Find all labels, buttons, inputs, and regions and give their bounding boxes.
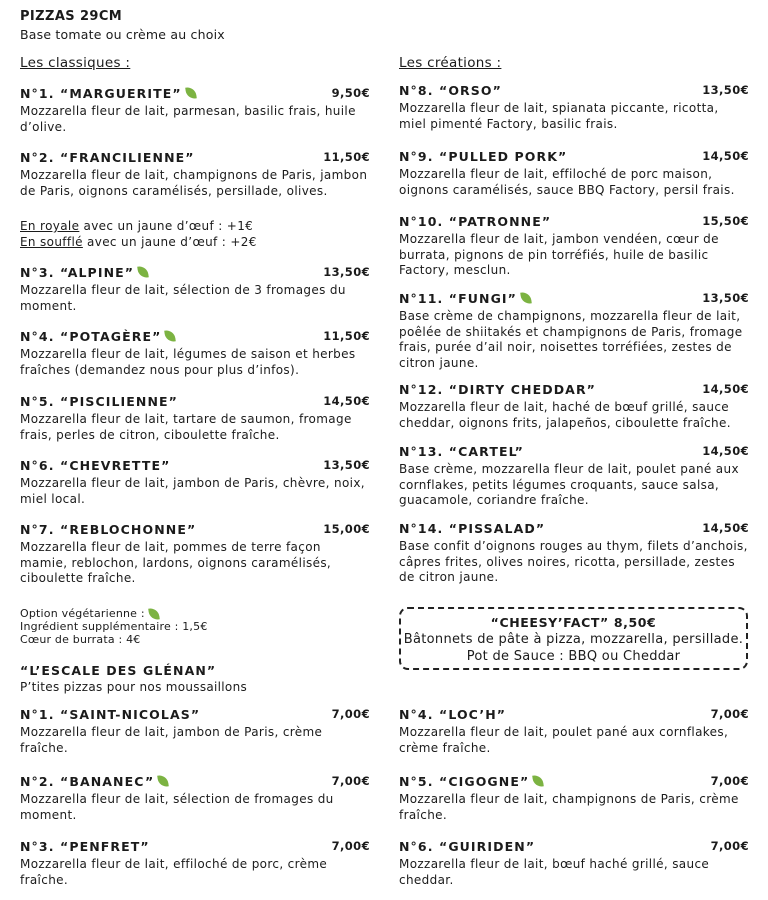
menu-item-name: [20, 458, 170, 473]
menu-item-header: [20, 773, 370, 789]
menu-item-description: Mozzarella fleur de lait, sélection de fromages du moment.: [20, 792, 334, 822]
creations-heading: Les créations :: [399, 55, 502, 71]
menu-item-header: [20, 149, 370, 165]
menu-item-price: 13,50€: [323, 458, 370, 472]
variant-detail: avec un jaune d’œuf : +1€: [79, 219, 254, 233]
menu-item: [20, 838, 370, 888]
cheesy-fact-desc: Bâtonnets de pâte à pizza, mozzarella, persillade. Pot de Sauce : BBQ ou Cheddar: [403, 632, 744, 664]
variants-block: [20, 219, 257, 250]
menu-item-name-text: N°13. “CARTEL”: [399, 443, 524, 459]
menu-item-header: [399, 706, 749, 722]
menu-item-header: [399, 443, 749, 459]
menu-item-name-text: N°6. “GUIRIDEN”: [399, 838, 536, 854]
menu-item-header: [20, 521, 370, 537]
option-burrata: Cœur de burrata : 4€: [20, 633, 141, 646]
menu-item: [20, 706, 370, 756]
variant-detail: avec un jaune d’œuf : +2€: [82, 234, 257, 249]
leaf-icon: [137, 265, 149, 278]
menu-item-description: Mozzarella fleur de lait, effiloché de porc maison, oignons caramélisés, sauce BBQ Factory, persil frais.: [399, 167, 735, 197]
menu-item-name-text: N°5. “CIGOGNE”: [399, 773, 530, 789]
leaf-icon: [533, 774, 545, 787]
menu-item: [399, 706, 749, 756]
menu-item-name: [20, 522, 196, 537]
menu-item-price: 13,50€: [702, 291, 749, 305]
menu-item-header: [399, 838, 749, 854]
menu-item-price: 7,00€: [710, 774, 749, 788]
menu-item-name-text: N°1. “MARGUERITE”: [20, 85, 182, 101]
menu-item-name-text: N°2. “BANANEC”: [20, 773, 155, 789]
menu-item-name-text: N°6. “CHEVRETTE”: [20, 457, 171, 473]
menu-item-description: Mozzarella fleur de lait, légumes de saison et herbes fraîches (demandez nous pour plus d’infos).: [20, 347, 356, 377]
menu-item-name: [20, 774, 168, 789]
menu-item-name-text: N°7. “REBLOCHONNE”: [20, 521, 197, 537]
menu-item-price: 14,50€: [702, 521, 749, 535]
menu-item: [20, 85, 370, 135]
menu-item-name: [20, 265, 148, 280]
menu-item-header: [399, 381, 749, 397]
options-block: [20, 607, 208, 646]
menu-item-name-text: N°9. “PULLED PORK”: [399, 148, 568, 164]
menu-item-name-text: N°3. “PENFRET”: [20, 838, 150, 854]
menu-item-name-text: N°2. “FRANCILIENNE”: [20, 149, 195, 165]
menu-item: [20, 521, 370, 587]
menu-item-header: [399, 773, 749, 789]
menu-item-description: Mozzarella fleur de lait, sélection de 3 fromages du moment.: [20, 283, 346, 313]
menu-item: [399, 381, 749, 431]
menu-item-description: Mozzarella fleur de lait, jambon de Paris, crème fraîche.: [20, 725, 323, 755]
leaf-icon: [158, 774, 170, 787]
menu-item-header: [399, 290, 749, 306]
variant-royale: [20, 219, 257, 235]
menu-item-name: [399, 291, 531, 306]
menu-item: [20, 773, 370, 823]
menu-item-name: [20, 329, 175, 344]
menu-item-name: [399, 83, 502, 98]
menu-item-name: [20, 150, 195, 165]
menu-item-description: Mozzarella fleur de lait, champignons de Paris, crème fraîche.: [399, 792, 739, 822]
menu-subtitle: Base tomate ou crème au choix: [20, 27, 225, 42]
menu-item-name-text: N°11. “FUNGI”: [399, 290, 517, 306]
classiques-heading: Les classiques :: [20, 55, 131, 71]
menu-item-name-text: N°4. “POTAGÈRE”: [20, 328, 162, 344]
variant-souffle: [20, 235, 257, 251]
menu-item: [20, 457, 370, 507]
escale-title: “L’ESCALE DES GLÉNAN”: [20, 663, 217, 678]
menu-item: [399, 838, 749, 888]
menu-item-price: 7,00€: [331, 707, 370, 721]
menu-item: [20, 328, 370, 378]
menu-item-name: [20, 707, 200, 722]
menu-item-description: Mozzarella fleur de lait, spianata piccante, ricotta, miel pimenté Factory, basilic frais.: [399, 101, 719, 131]
menu-item-name: [20, 839, 150, 854]
escale-subtitle: P’tites pizzas pour nos moussaillons: [20, 680, 248, 694]
menu-item-price: 14,50€: [702, 149, 749, 163]
menu-item-header: [399, 148, 749, 164]
option-vegetarian: [20, 607, 208, 620]
menu-item: [399, 290, 749, 371]
menu-item-name: [399, 707, 506, 722]
menu-item-price: 7,00€: [710, 707, 749, 721]
menu-item: [399, 148, 749, 198]
menu-item-header: [399, 82, 749, 98]
leaf-icon: [148, 607, 160, 620]
menu-item-name: [20, 394, 178, 409]
menu-item-name-text: N°8. “ORSO”: [399, 82, 502, 98]
cheesy-fact-title: “CHEESY’FACT” 8,50€: [490, 615, 657, 630]
option-extra: Ingrédient supplémentaire : 1,5€: [20, 620, 208, 633]
menu-item-price: 14,50€: [323, 394, 370, 408]
menu-item-price: 14,50€: [702, 444, 749, 458]
menu-item-name-text: N°3. “ALPINE”: [20, 264, 135, 280]
menu-item-description: Mozzarella fleur de lait, haché de bœuf grillé, sauce cheddar, oignons frits, jalapeños, ciboulette fraîche.: [399, 400, 731, 430]
menu-item: [20, 264, 370, 314]
menu-item: [399, 82, 749, 132]
menu-item-name-text: N°4. “LOC’H”: [399, 706, 507, 722]
menu-item-name-text: N°12. “DIRTY CHEDDAR”: [399, 381, 596, 397]
leaf-icon: [165, 329, 177, 342]
menu-item-name-text: N°5. “PISCILIENNE”: [20, 393, 178, 409]
leaf-icon: [520, 291, 532, 304]
menu-item-header: [20, 264, 370, 280]
menu-item-header: [20, 393, 370, 409]
menu-item-name: [399, 839, 535, 854]
menu-item-header: [20, 85, 370, 101]
menu-item-description: Mozzarella fleur de lait, bœuf haché grillé, sauce cheddar.: [399, 857, 710, 887]
menu-item: [20, 149, 370, 199]
menu-item-header: [20, 706, 370, 722]
menu-item-header: [399, 213, 749, 229]
menu-item-name: [399, 382, 596, 397]
menu-item-description: Mozzarella fleur de lait, champignons de Paris, jambon de Paris, oignons caramélisés, persillade, olives.: [20, 168, 368, 198]
menu-item: [399, 213, 749, 279]
menu-item-header: [20, 838, 370, 854]
menu-item-price: 7,00€: [710, 839, 749, 853]
menu-item: [20, 393, 370, 443]
menu-item-description: Base confit d’oignons rouges au thym, filets d’anchois, câpres frites, olives noires, ricotta, persillade, zestes de citron jaune.: [399, 539, 748, 584]
menu-item-description: Mozzarella fleur de lait, pommes de terre façon mamie, reblochon, lardons, oignons caramélisés, ciboulette fraîche.: [20, 540, 332, 585]
menu-item-name-text: N°10. “PATRONNE”: [399, 213, 552, 229]
menu-item-price: 14,50€: [702, 382, 749, 396]
menu-item-name: [399, 521, 545, 536]
menu-item-price: 15,50€: [702, 214, 749, 228]
menu-item-name-text: N°1. “SAINT-NICOLAS”: [20, 706, 201, 722]
menu-item-description: Mozzarella fleur de lait, tartare de saumon, fromage frais, perles de citron, ciboulette fraîche.: [20, 412, 352, 442]
menu-item-price: 13,50€: [702, 83, 749, 97]
menu-item-header: [20, 328, 370, 344]
menu-item-price: 15,00€: [323, 522, 370, 536]
menu-item-price: 7,00€: [331, 774, 370, 788]
menu-item-description: Base crème, mozzarella fleur de lait, poulet pané aux cornflakes, petits légumes croquants, sauce salsa, guacamole, coriandre fraîche.: [399, 462, 739, 507]
leaf-icon: [185, 86, 197, 99]
menu-item-header: [20, 457, 370, 473]
menu-item-price: 13,50€: [323, 265, 370, 279]
menu-item-name: [399, 444, 524, 459]
menu-item-description: Mozzarella fleur de lait, effiloché de porc, crème fraîche.: [20, 857, 328, 887]
menu-item: [399, 520, 749, 586]
menu-item-name: [399, 214, 551, 229]
variant-label: En royale: [20, 219, 80, 233]
menu-item-name: [399, 774, 543, 789]
menu-item: [399, 773, 749, 823]
menu-item-price: 7,00€: [331, 839, 370, 853]
menu-title: PIZZAS 29CM: [20, 9, 123, 24]
option-vegetarian-label: Option végétarienne :: [20, 607, 145, 620]
menu-item-description: Mozzarella fleur de lait, parmesan, basilic frais, huile d’olive.: [20, 104, 356, 134]
menu-item-name: [399, 149, 567, 164]
menu-item-name: [20, 86, 196, 101]
menu-item-name-text: N°14. “PISSALAD”: [399, 520, 546, 536]
menu-item-description: Mozzarella fleur de lait, poulet pané aux cornflakes, crème fraîche.: [399, 725, 729, 755]
menu-item-description: Mozzarella fleur de lait, jambon vendéen, cœur de burrata, pignons de pin torréfiés, huile de basilic Factory, mesclun.: [399, 232, 719, 277]
cheesy-fact-box: [399, 607, 748, 670]
menu-item-price: 11,50€: [323, 150, 370, 164]
menu-item: [399, 443, 749, 509]
variant-label: En soufflé: [20, 234, 83, 249]
menu-item-price: 11,50€: [323, 329, 370, 343]
menu-item-description: Mozzarella fleur de lait, jambon de Paris, chèvre, noix, miel local.: [20, 476, 365, 506]
menu-item-description: Base crème de champignons, mozzarella fleur de lait, poêlée de shiitakés et champignons de Paris, fromage frais, purée d’ail noir, noisettes torréfiées, zestes de citron jaune.: [399, 309, 743, 370]
menu-item-price: 9,50€: [331, 86, 370, 100]
menu-item-header: [399, 520, 749, 536]
